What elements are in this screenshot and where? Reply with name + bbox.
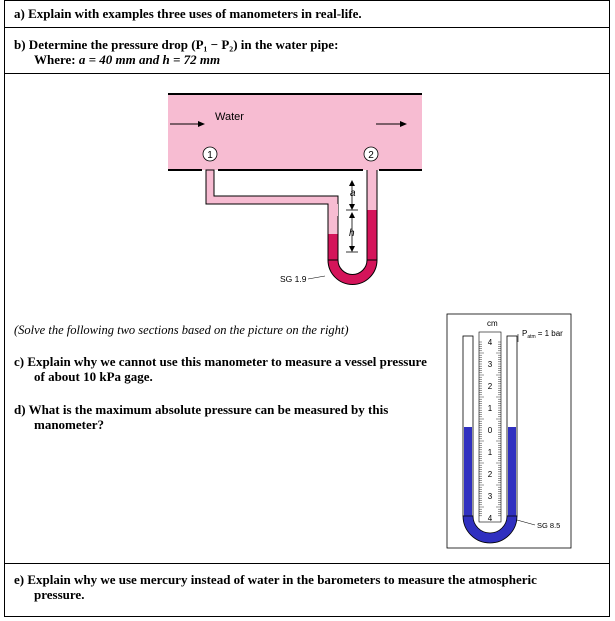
divider-a: [4, 27, 610, 28]
svg-text:2: 2: [368, 150, 374, 161]
point-2-marker: [364, 147, 378, 161]
scale-tick-label: 0: [487, 426, 493, 435]
question-c-line2: of about 10 kPa gage.: [34, 369, 153, 384]
svg-text:a: a: [350, 188, 356, 199]
question-b-values: a = 40 mm and h = 72 mm: [78, 52, 221, 67]
fluid-sg-label: SG 1.9: [280, 274, 307, 284]
question-e-line2: pressure.: [34, 587, 85, 602]
scale-tick-label: 3: [487, 492, 493, 501]
question-b-line2: [34, 52, 220, 68]
divider-b: [4, 73, 610, 74]
left-tube-water: [206, 170, 338, 216]
point-1-marker: [203, 147, 217, 161]
left-tube-fluid: [464, 427, 472, 522]
svg-text:1: 1: [207, 150, 213, 161]
question-d-line2: manometer?: [34, 417, 105, 432]
scale-tick-label: 2: [487, 470, 493, 479]
left-leg-fluid: [328, 234, 338, 262]
scale-tick-label: 1: [487, 448, 493, 457]
scale-tick-label: 3: [487, 360, 493, 369]
water-label: Water: [215, 111, 244, 123]
question-b-line1: b) Determine the pressure drop (P₁ − P₂) in the water pipe:: [14, 37, 339, 52]
right-leg-fluid: [367, 210, 377, 262]
question-d-line1: d) What is the maximum absolute pressure can be measured by this: [14, 402, 389, 417]
scale-tick-label: 2: [487, 382, 493, 391]
question-a: a) Explain with examples three uses of manometers in real-life.: [14, 6, 362, 21]
question-e-line1: e) Explain why we use mercury instead of water in the barometers to measure the atmospheric: [14, 572, 537, 587]
scale-tick-label: 4: [487, 338, 493, 347]
open-manometer-figure: [445, 312, 575, 552]
divider-e: [4, 563, 610, 564]
question-b-prefix: Where:: [34, 52, 79, 67]
scale-unit: cm: [487, 319, 498, 328]
svg-text:Patm= 1 bar: $P_{atm} = 1$ bar: [522, 329, 563, 340]
svg-text:h: h: [349, 228, 355, 239]
u-bend-fluid: [328, 260, 377, 284]
fluid-sg-label-2: SG 8.5: [537, 521, 561, 530]
question-c-line1: c) Explain why we cannot use this manometer to measure a vessel pressure: [14, 354, 427, 369]
scale-tick-label: 4: [487, 514, 493, 523]
instruction-text: (Solve the following two sections based on the picture on the right): [14, 323, 349, 337]
dimension-h: [346, 212, 358, 252]
scale-tick-label: 1: [487, 404, 493, 413]
right-tube-fluid: [508, 427, 516, 522]
dimension-a: [346, 180, 358, 210]
pipe-manometer-figure: [160, 88, 440, 308]
